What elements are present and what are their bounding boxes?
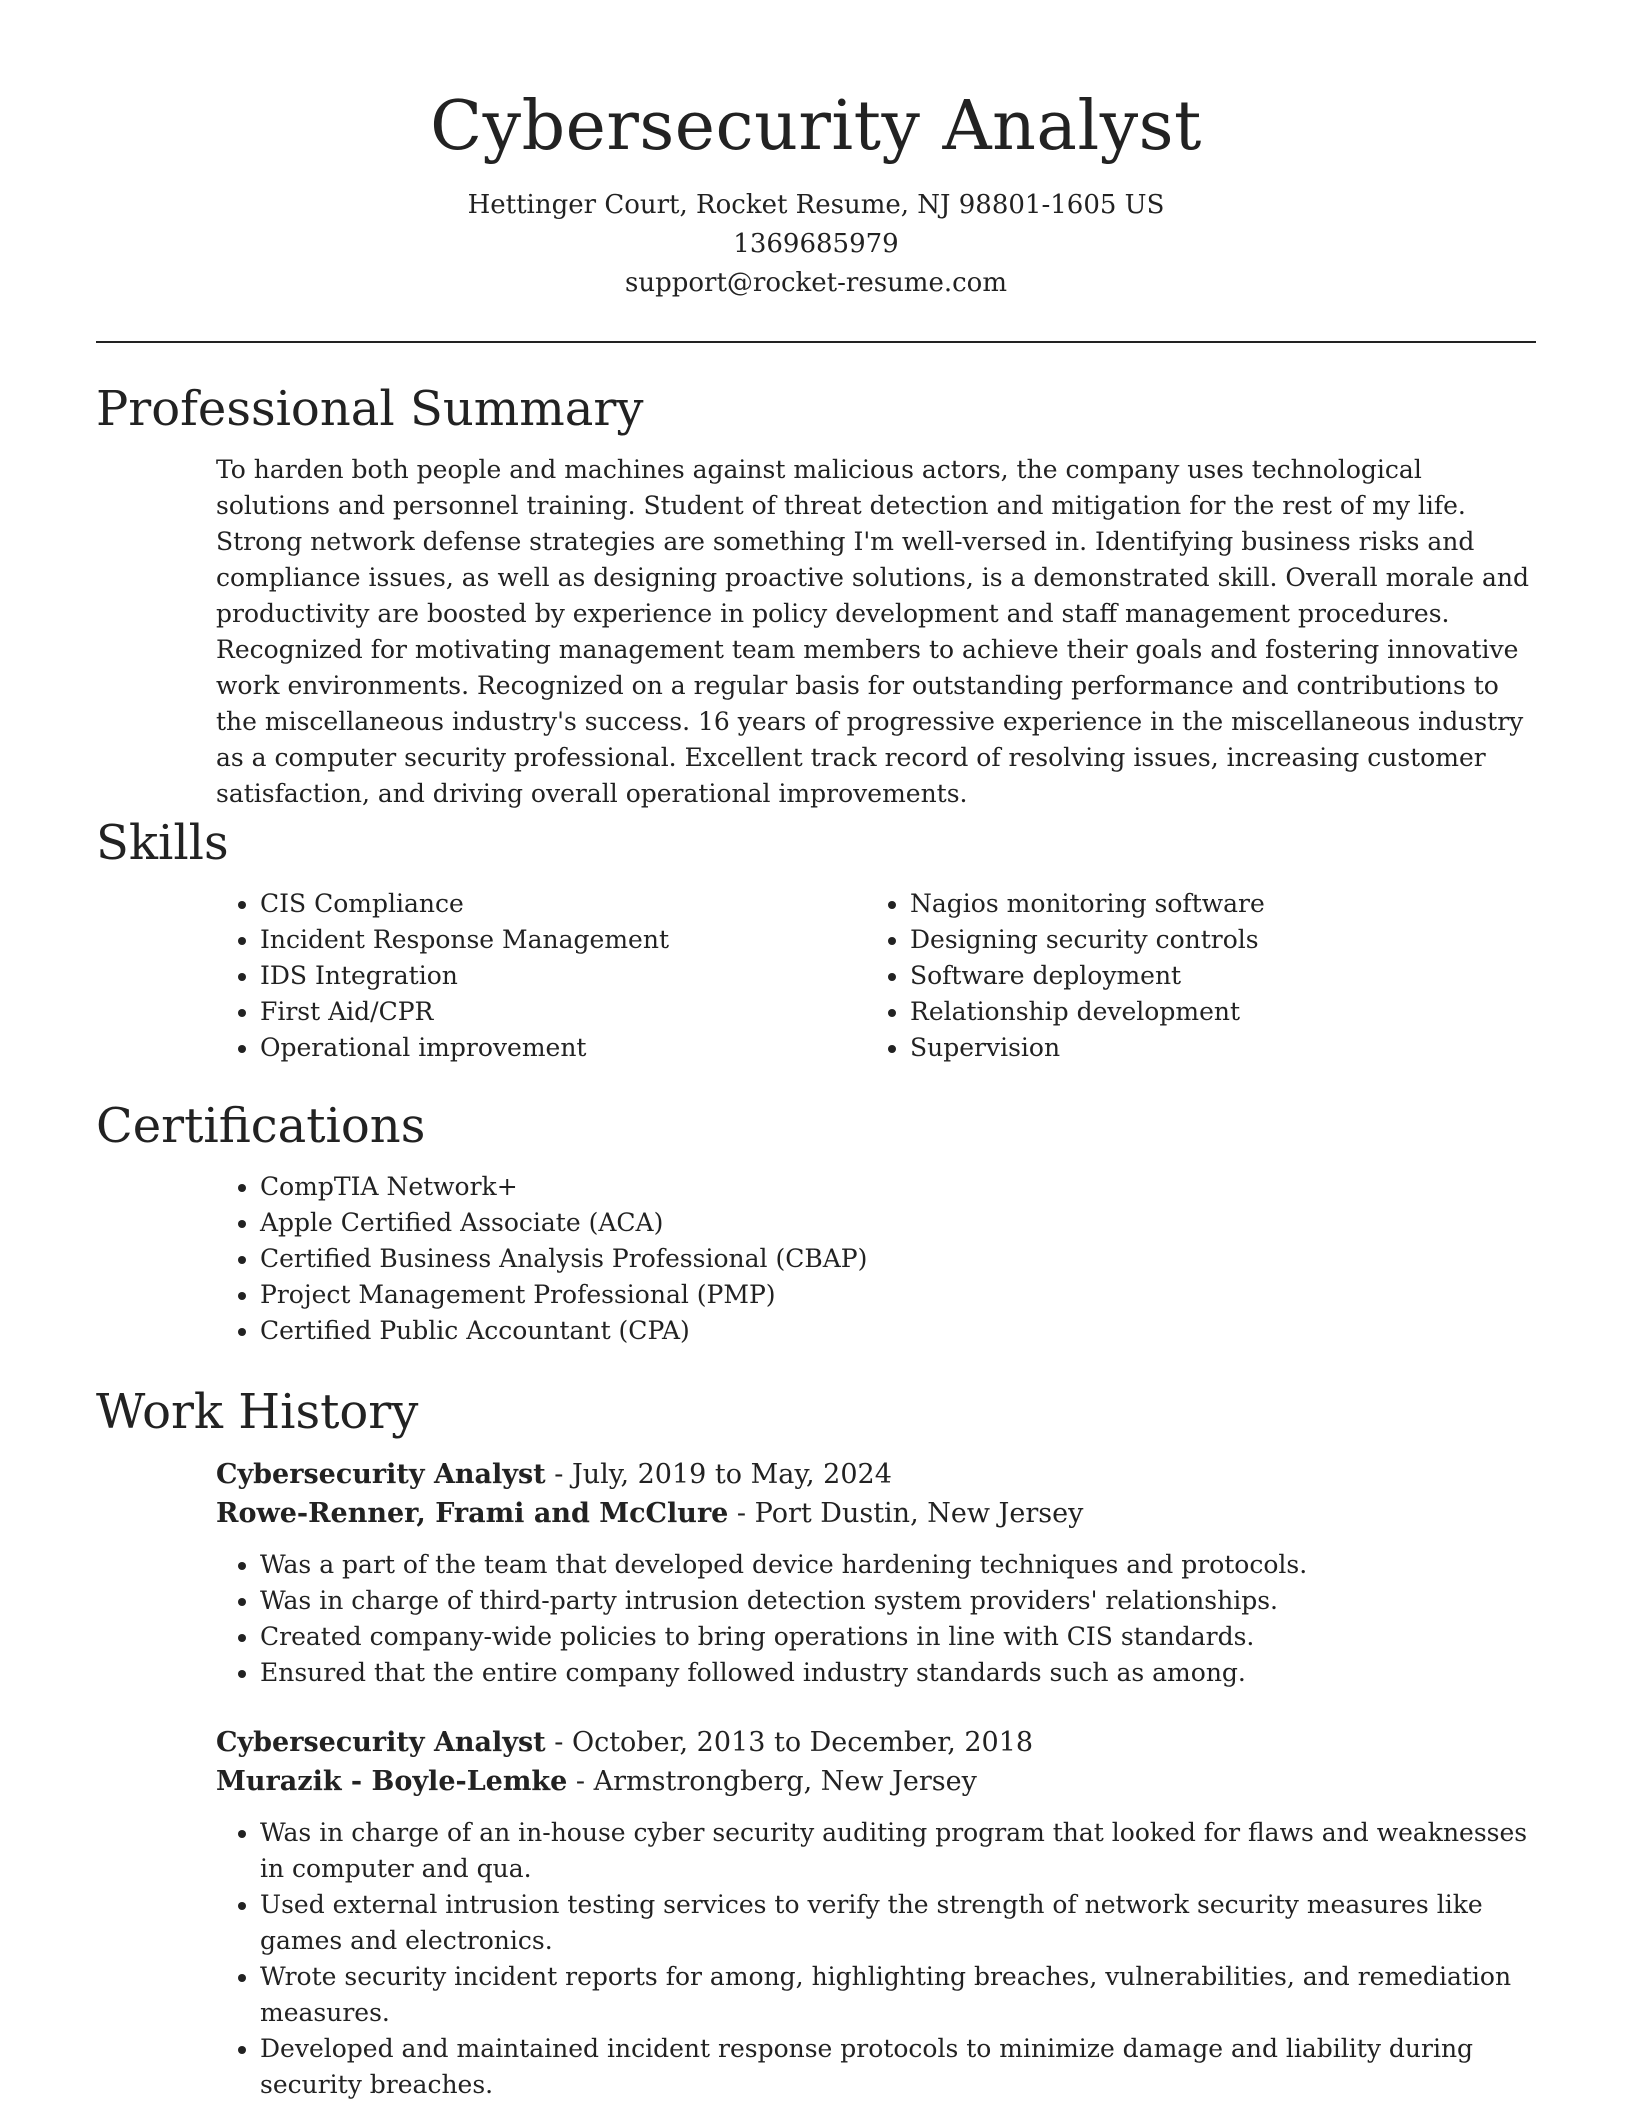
job-bullet: • Used external intrusion testing services to verify the strength of network security measures like games and electronics. — [260, 1887, 1536, 1959]
phone: 1369685979 — [733, 229, 899, 259]
header-divider — [96, 341, 1536, 343]
skill-item: • CIS Compliance — [260, 886, 866, 922]
summary-section — [96, 380, 1536, 812]
job-entry — [96, 1723, 1536, 2103]
job-dates: - July, 2019 to May, 2024 — [545, 1459, 892, 1490]
skill-item: • Incident Response Management — [260, 922, 866, 958]
job-role: Cybersecurity Analyst — [216, 1459, 546, 1490]
skill-item: • First Aid/CPR — [260, 994, 866, 1030]
skill-item: • Nagios monitoring software — [910, 886, 1516, 922]
skill-item: • Operational improvement — [260, 1030, 866, 1066]
job-bullet: • Was in charge of third-party intrusion detection system providers' relationships. — [260, 1583, 1536, 1619]
job-entry — [96, 1455, 1536, 1691]
job-dates: - October, 2013 to December, 2018 — [545, 1727, 1034, 1758]
certification-item: • Apple Certified Associate (ACA) — [260, 1205, 1536, 1241]
skill-item: • Designing security controls — [910, 922, 1516, 958]
email: support@rocket-resume.com — [624, 268, 1007, 298]
skill-item: • IDS Integration — [260, 958, 866, 994]
job-company-line — [216, 1494, 1536, 1533]
skill-item: • Supervision — [910, 1030, 1516, 1066]
work-history-section — [96, 1383, 1536, 2103]
work-history-heading: Work History — [96, 1384, 419, 1440]
job-bullet: • Wrote security incident reports for among, highlighting breaches, vulnerabilities, and remediation measures. — [260, 1959, 1536, 2031]
job-bullet: • Was in charge of an in-house cyber security auditing program that looked for flaws and weaknesses in computer and qua. — [260, 1815, 1536, 1887]
skills-section — [96, 814, 1536, 1066]
job-bullet: • Ensured that the entire company followed industry standards such as among. — [260, 1655, 1536, 1691]
resume-header — [0, 0, 1632, 303]
skills-heading: Skills — [96, 815, 229, 871]
job-bullet: • Developed and maintained incident response protocols to minimize damage and liability during security breaches. — [260, 2031, 1536, 2103]
job-company: Murazik - Boyle-Lemke — [216, 1766, 568, 1797]
job-role: Cybersecurity Analyst — [216, 1727, 546, 1758]
skill-item: • Software deployment — [910, 958, 1516, 994]
skills-column-right — [866, 886, 1516, 1066]
candidate-title: Cybersecurity Analyst — [430, 87, 1202, 166]
job-title-line — [216, 1723, 1536, 1762]
certification-item: • Certified Business Analysis Professional (CBAP) — [260, 1241, 1536, 1277]
certification-item: • Certified Public Accountant (CPA) — [260, 1313, 1536, 1349]
skill-item: • Relationship development — [910, 994, 1516, 1030]
contact-block — [0, 186, 1632, 303]
certifications-heading: Certifications — [96, 1098, 426, 1154]
certification-item: • Project Management Professional (PMP) — [260, 1277, 1536, 1313]
job-bullet: • Created company-wide policies to bring operations in line with CIS standards. — [260, 1619, 1536, 1655]
summary-heading: Professional Summary — [96, 381, 644, 437]
certifications-section — [96, 1097, 1536, 1349]
skills-columns — [96, 886, 1536, 1066]
skills-column-left — [216, 886, 866, 1066]
job-title-line — [216, 1455, 1536, 1494]
summary-text: To harden both people and machines against malicious actors, the company uses technological solutions and personnel training. Student of threat detection and mitigation for the rest of my life. Strong network defense strategies are something I'm well-versed in. Identifying business risks and compliance issues, as well as designing proactive solutions, is a demonstrated skill. Overall morale and productivity are boosted by experience in policy development and staff management procedures. Recognized for motivating management team members to achieve their goals and fostering innovative work environments. Recognized on a regular basis for outstanding performance and contributions to the miscellaneous industry's success. 16 years of progressive experience in the miscellaneous industry as a computer security professional. Excellent track record of resolving issues, increasing customer satisfaction, and driving overall operational improvements. — [216, 455, 1529, 808]
job-company: Rowe-Renner, Frami and McClure — [216, 1498, 729, 1529]
job-location: - Armstrongberg, New Jersey — [567, 1766, 977, 1797]
job-location: - Port Dustin, New Jersey — [728, 1498, 1084, 1529]
job-company-line — [216, 1762, 1536, 1801]
job-bullet: • Was a part of the team that developed device hardening techniques and protocols. — [260, 1547, 1536, 1583]
certification-item: • CompTIA Network+ — [260, 1169, 1536, 1205]
address: Hettinger Court, Rocket Resume, NJ 98801-1605 US — [467, 190, 1165, 220]
